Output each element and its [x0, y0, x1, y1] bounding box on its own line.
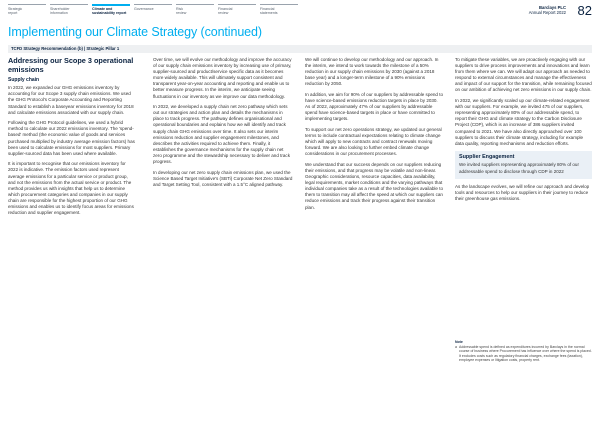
nav-tab-governance[interactable]	[134, 4, 172, 22]
nav-tab-financial-statements[interactable]	[260, 4, 298, 22]
paragraph: It is important to recognise that our emissions inventory for 2022 is indicative. The emission factors used represent average emissions for a particular service or product group, and not the emissions from the actual service or product. The method provides us with insights that help us to determine which procurement categories and companies in our supply chain are responsible for the highest proportion of our GHG emissions and enables us to identify focus areas for emissions reduction and supplier engagement.	[8, 161, 134, 216]
nav-tab-line1: Shareholder	[50, 7, 70, 11]
footnote-text: Addressable spend is defined as expenditures incurred by Barclays in the normal course of business where Procurement has influence over where the spend is placed. It excludes costs such as regulatory financial charges, exchange fees (taxation), employee expenses or litigation costs, property rent.	[459, 345, 592, 362]
paragraph: As the landscape evolves, we will refine our approach and develop tools and resources to help our suppliers in their journey to reduce their greenhouse gas emissions.	[455, 183, 590, 201]
nav-tab-line2: review	[176, 11, 187, 16]
paragraph: In addition, we aim for 90% of our suppliers by addressable spend to have science-based emissions reduction targets in place by 2030. As of 2022, approximately 47% of our suppliers by addressable spend have science-based targets in place or have committed to implementing targets.	[305, 91, 444, 122]
report-name: Annual Report 2022	[528, 10, 566, 15]
column-4	[455, 57, 592, 206]
nav-tab-financial-review[interactable]	[218, 4, 256, 22]
nav-tab-line2: statements	[260, 11, 278, 16]
brand-block	[529, 5, 566, 15]
footnote	[455, 340, 592, 362]
nav-tab-shareholder-information[interactable]	[50, 4, 88, 22]
nav-tab-line1: Financial	[218, 7, 233, 11]
nav-tab-line2: information	[50, 11, 68, 16]
page-title: Implementing our Climate Strategy (continued)	[8, 25, 262, 39]
tcfd-recommendation-label: TCFD Strategy Recommendation (b) | Strategic Pillar 1	[8, 45, 592, 53]
section-subheading: Supply chain	[8, 77, 40, 84]
nav-tab-risk-review[interactable]	[176, 4, 214, 22]
nav-tab-line1: Climate and	[92, 7, 113, 11]
paragraph: In developing our net zero supply chain emissions plan, we used the Science Based Target Initiative's (SBTi) Corporate Net Zero Standard and Target Setting Tool, consistent with a 1.5°C aligned pathway.	[153, 169, 293, 187]
nav-tab-line2: report	[8, 11, 18, 16]
callout-title: Supplier Engagement	[459, 154, 515, 161]
nav-tab-line2: sustainability report	[92, 11, 127, 16]
paragraph: Over time, we will evolve our methodology and improve the accuracy of our supply chain emissions inventory by increasing use of primary, supplier-sourced and product/service specific data as it becomes more widely available. This will ultimately support consistent and transparent year-on-year accounting and reporting and enable us to better measure progress. In the interim, we anticipate seeing fluctuations in our inventory as we improve our data methodology.	[153, 57, 292, 99]
paragraph: To support our net zero operations strategy, we updated our general terms to include contractual expectations relating to climate change which will apply to new contracts and contract renewals moving forward. We are also looking to further embed climate change considerations in our procurement processes.	[305, 126, 442, 157]
paragraph: Following the GHG Protocol guidelines, we used a hybrid method to calculate our 2022 emissions inventory. The 'spend-based' method (the economic value of goods and services purchased multiplied by industry average emission factors) has been used to calculate emissions for most suppliers. Primary supplier-sourced data has been used where available.	[8, 120, 135, 156]
top-navigation	[8, 4, 453, 22]
nav-tab-line1: Risk	[176, 7, 183, 11]
nav-tab-line1: Governance	[134, 7, 154, 11]
nav-tab-line1: Strategic	[8, 7, 23, 11]
section-heading: Addressing our Scope 3 operational emissions	[8, 56, 134, 74]
page-number: 82	[577, 3, 592, 18]
nav-tab-line2: review	[218, 11, 229, 16]
footnote-row	[455, 345, 592, 362]
paragraph: In 2022, we significantly scaled up our climate-related engagement with our suppliers. For example, we invited 475 of our suppliers, representing approximately 80% of our addressable spend, to report their GHG and climate strategy to the Carbon Disclosure Project (CDP), which is an increase of 386 suppliers invited compared to 2021. We have also directly approached over 100 suppliers to discuss their climate strategy, including for example data quality, reporting mechanisms and reduction efforts.	[455, 98, 590, 146]
nav-tab-line1: Financial	[260, 7, 275, 11]
column-3	[305, 57, 443, 215]
callout-text: We invited suppliers representing approximately 80% of our addressable spend to disclose through CDP in 2022	[459, 162, 579, 174]
paragraph: We will continue to develop our methodology and our approach. In the interim, we intend to work towards the milestone of a 50% reduction in our supply chain emissions by 2030 (against a 2018 base year) and a longer-term milestone of a 90% emissions reduction by 2050.	[305, 57, 439, 87]
paragraph: To mitigate these variables, we are proactively engaging with our suppliers to drive process improvements and innovations and learn from them where we can. We will adapt our approach as needed to respond to external circumstances and manage the effectiveness and impact of our support for the transition, while remaining focused on our ambition of achieving net zero emissions in our supply chain.	[455, 57, 592, 93]
nav-tab-climate-sustainability[interactable]	[92, 4, 130, 22]
paragraph: In 2022, we developed a supply chain net zero pathway which sets out our strategies and action plan and details the mechanisms in place to track progress. The pathway defines organisational and operational boundaries and explains how we will identify and track supply chain GHG emissions over time. It also sets our interim emissions reduction and supplier engagement milestones, and describes the activities required to achieve them. Finally, it establishes the governance mechanisms for the supply chain net zero programme and the stewardship necessary to deliver and track progress.	[153, 104, 290, 164]
footnote-marker: a	[455, 345, 457, 350]
brand-name: Barclays PLC	[539, 5, 566, 10]
paragraph: In 2022, we expanded our GHG emissions inventory by accounting for our Scope 3 supply chain emissions. We used the GHG Protocol's Corporate Accounting and Reporting Standard to establish a baseyear emissions inventory for 2018 and calculate emissions associated with our supply chain.	[8, 85, 134, 115]
nav-tab-strategic-report[interactable]	[8, 4, 46, 22]
footnote-title: Note	[455, 340, 463, 344]
paragraph: We understand that our success depends on our suppliers reducing their emissions, and that progress may be volatile and non-linear. Geographic considerations, resource capacities, data availability, legal requirements, market conditions and the varying pathways that individual companies take as a result of the technologies available to them to transition may all affect the speed at which our suppliers can reduce emissions and track their progress against their transition plan.	[305, 161, 444, 210]
column-1	[8, 57, 136, 221]
supplier-engagement-callout	[455, 151, 592, 178]
column-2	[153, 57, 293, 192]
